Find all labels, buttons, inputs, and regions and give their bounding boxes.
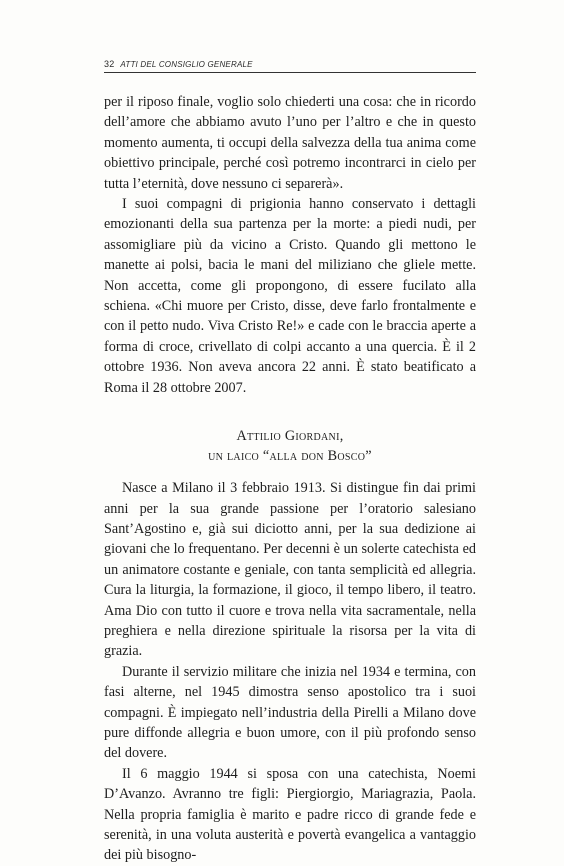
running-header — [104, 59, 476, 73]
body-text — [104, 92, 476, 866]
section-heading-line-2: un laico “alla don Bosco” — [208, 448, 372, 465]
paragraph: Nasce a Milano il 3 febbraio 1913. Si distingue fin dai primi anni per la sua grande passione per l’oratorio salesiano Sant’Agostino e, già sui diciotto anni, per la sua dedizione ai giovani che lo frequentano. Per decenni è un solerte catechista ed un animatore costante e geniale, con tanta semplicità ed allegria. Cura la liturgia, la formazione, il gioco, il tempo libero, il teatro. Ama Dio con tutto il cuore e trova nella vita sacramentale, nella preghiera e nella direzione spirituale la risorsa per la vita di grazia. — [104, 480, 476, 660]
paragraph: Il 6 maggio 1944 si sposa con una catechista, Noemi D’Avanzo. Avranno tre figli: Piergiorgio, Mariagrazia, Paola. Nella propria famiglia è marito e padre ricco di grande fede e serenità, in una voluta austerità e povertà evangelica a vantaggio dei più bisogno- — [104, 765, 476, 864]
paragraph: I suoi compagni di prigionia hanno conservato i dettagli emozionanti della sua partenza per la morte: a piedi nudi, per assomigliare più da vicino a Cristo. Quando gli mettono le manette ai polsi, bacia le mani del miliziano che gliele mette. Non accetta, come gli propongono, di essere fucilato alla schiena. «Chi muore per Cristo, disse, deve farlo frontalmente e con il petto nudo. Viva Cristo Re!» e cade con le braccia aperte a forma di croce, crivellato di colpi accanto a una quercia. È il 2 ottobre 1936. Non aveva ancora 22 anni. È stato beatificato a Roma il 28 ottobre 2007. — [104, 196, 476, 396]
paragraph: Durante il servizio militare che inizia nel 1934 e termina, con fasi alterne, nel 1945 dimostra senso apostolico tra i suoi compagni. È impiegato nell’industria della Pirelli a Milano dove pure diffonde allegria e buon umore, con il più profondo senso del dovere. — [104, 663, 476, 762]
section-heading-line-1: Attilio Giordani, — [236, 428, 344, 445]
header-rule — [104, 72, 476, 73]
page-number: 32 — [104, 59, 115, 69]
running-title: ATTI DEL CONSIGLIO GENERALE — [120, 60, 253, 69]
section-heading — [104, 426, 476, 466]
paragraph: per il riposo finale, voglio solo chiederti una cosa: che in ricordo dell’amore che abbiamo avuto l’uno per l’altro e che in questo momento aumenta, ti occupi della salvezza della tua anima come obiettivo principale, perché così potremo incontrarci in cielo per tutta l’eternità, dove nessuno ci separerà». — [104, 94, 476, 192]
